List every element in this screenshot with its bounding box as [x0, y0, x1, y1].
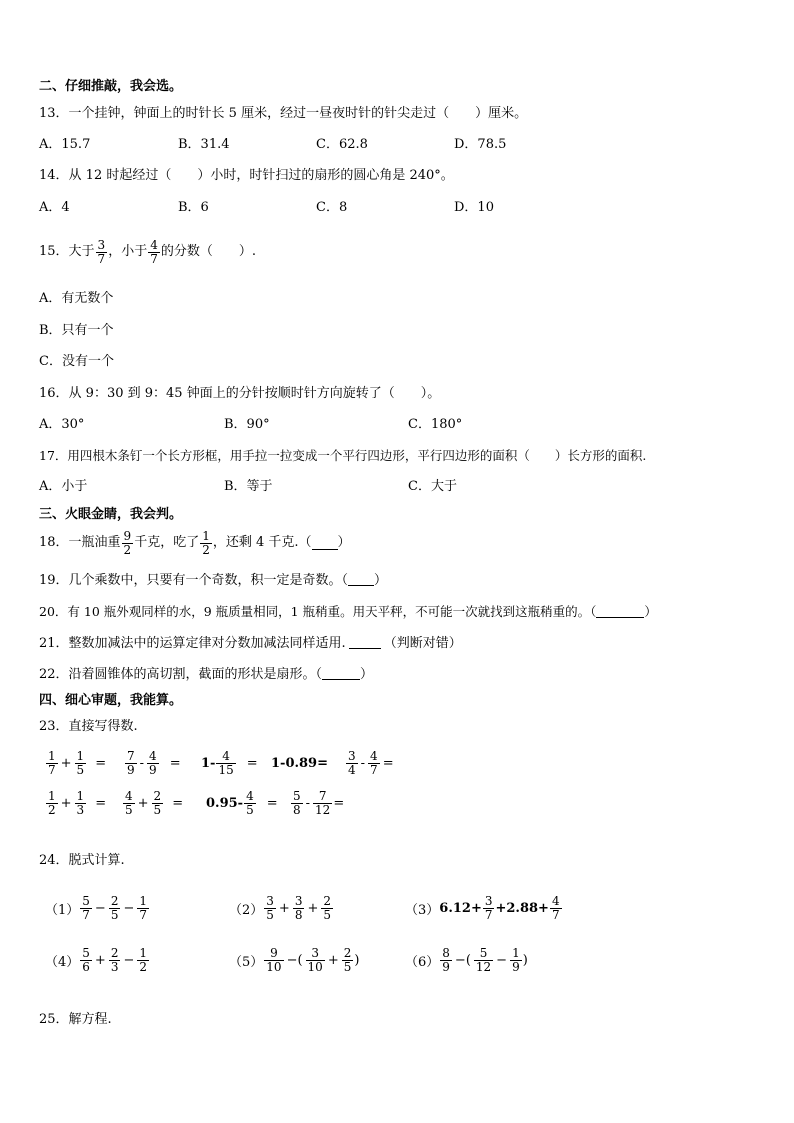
den: 12 [315, 802, 331, 817]
operator: + [137, 795, 149, 811]
operator: − [94, 900, 106, 916]
q15-frac1-num: 3 [97, 237, 106, 252]
den: 3 [76, 802, 85, 817]
q19-end: ） [374, 573, 388, 588]
operator: - [139, 755, 145, 771]
q23-item-6 [45, 785, 108, 821]
equals: = [95, 755, 107, 771]
num: 5 [293, 788, 301, 803]
num: 1 [76, 788, 85, 803]
q15-option-b: B．只有一个 [39, 323, 114, 338]
den: 15 [218, 762, 234, 777]
den: 10 [266, 959, 282, 974]
question-13: 13．一个挂钟，钟面上的时针长 5 厘米，经过一昼夜时针的针尖走过（ ）厘米。 [39, 106, 528, 121]
q24-problem-2 [229, 890, 334, 926]
den: 5 [323, 907, 332, 922]
q23-item-1 [45, 745, 108, 781]
prefix: 6.12+ [439, 900, 482, 916]
num: 5 [82, 893, 90, 908]
num: 2 [110, 893, 119, 908]
q21-end: （判断对错） [383, 636, 462, 651]
label: （1） [45, 902, 80, 918]
q20-end: ） [644, 604, 657, 619]
operator: + [94, 952, 106, 968]
num: 1 [48, 788, 56, 803]
q15-frac2-den: 7 [150, 251, 158, 266]
operator: − [496, 952, 508, 968]
den: 5 [266, 907, 274, 922]
q21-answer-blank[interactable] [349, 636, 381, 649]
den: 8 [294, 907, 303, 922]
q16-option-a: A．30° [39, 417, 85, 432]
q22-end: ） [360, 667, 374, 682]
prefix: 0.95- [206, 795, 244, 811]
question-16: 16．从 9：30 到 9：45 钟面上的分针按顺时针方向旋转了（ ）。 [39, 386, 441, 401]
q18-prefix: 18．一瓶油重 [39, 535, 121, 550]
operator: + [327, 952, 339, 968]
q18-fraction-2 [200, 530, 212, 557]
label: （2） [229, 902, 264, 918]
num: 7 [127, 748, 135, 763]
num: 5 [479, 945, 488, 960]
den: 9 [442, 959, 450, 974]
num: 3 [484, 893, 493, 908]
close-paren: ) [522, 952, 528, 968]
den: 5 [125, 802, 133, 817]
q18-frac1-num: 9 [123, 528, 132, 543]
question-17: 17．用四根木条钉一个长方形框，用手拉一拉变成一个平行四边形，平行四边形的面积（ ）长方形的面积. [39, 448, 647, 463]
question-25: 25．解方程. [39, 1012, 112, 1027]
q15-fraction-1 [96, 239, 108, 266]
num: 2 [153, 788, 162, 803]
q17-option-a: A．小于 [39, 479, 88, 494]
label: （3） [405, 902, 440, 918]
equals: = [95, 795, 107, 811]
middle: +2.88+ [495, 900, 549, 916]
q23-item-5 [345, 745, 396, 781]
num: 3 [294, 893, 303, 908]
q15-option-a: A．有无数个 [39, 291, 114, 306]
den: 7 [551, 907, 560, 922]
q14-option-c: C．8 [316, 200, 348, 215]
q23-item-7 [122, 785, 185, 821]
num: 1 [48, 748, 56, 763]
den: 6 [82, 959, 90, 974]
q17-option-b: B．等于 [224, 479, 273, 494]
den: 5 [153, 802, 162, 817]
q14-option-a: A．4 [39, 200, 70, 215]
num: 4 [551, 893, 560, 908]
q23-item-8 [206, 785, 280, 821]
q15-option-c: C．没有一个 [39, 354, 114, 369]
num: 1 [76, 748, 85, 763]
den: 10 [307, 959, 323, 974]
q16-option-b: B．90° [224, 417, 270, 432]
num: 4 [370, 748, 378, 763]
section-4-title: 四、细心审题，我能算。 [39, 693, 183, 708]
equals: = [333, 795, 345, 811]
q14-option-d: D．10 [454, 200, 494, 215]
question-15 [39, 237, 256, 267]
q15-suffix: 的分数（ ）. [160, 244, 256, 259]
q18-frac1-den: 2 [123, 542, 132, 557]
operator: − [123, 952, 135, 968]
q24-problem-4 [45, 942, 150, 978]
q21-text: 21．整数加减法中的运算定律对分数加减法同样适用. [39, 636, 346, 651]
q18-mid: 千克，吃了 [134, 535, 200, 550]
q23-item-3 [201, 745, 260, 781]
q19-answer-blank[interactable] [348, 573, 374, 586]
den: 9 [127, 762, 135, 777]
den: 5 [343, 959, 352, 974]
num: 4 [125, 788, 133, 803]
q23-item-2 [124, 745, 183, 781]
q16-option-c: C．180° [408, 417, 463, 432]
num: 5 [82, 945, 90, 960]
q13-option-d: D．78.5 [454, 137, 507, 152]
den: 12 [475, 959, 492, 974]
num: 1 [139, 945, 148, 960]
q18-frac2-den: 2 [202, 542, 210, 557]
num: 2 [343, 945, 352, 960]
q19-text: 19．几个乘数中，只要有一个奇数，积一定是奇数。（ [39, 573, 349, 588]
operator: −( [286, 952, 303, 968]
num: 1 [139, 893, 148, 908]
den: 3 [110, 959, 119, 974]
q18-end: ） [337, 535, 351, 550]
den: 5 [76, 762, 85, 777]
question-22 [39, 667, 373, 683]
num: 8 [442, 945, 450, 960]
den: 7 [82, 907, 90, 922]
equals: = [382, 755, 394, 771]
num: 4 [246, 788, 254, 803]
equals: = [172, 795, 184, 811]
q15-frac2-num: 4 [150, 237, 158, 252]
q15-prefix: 15．大于 [39, 244, 95, 259]
operator: - [305, 795, 311, 811]
q22-text: 22．沿着圆锥体的高切割，截面的形状是扇形。（ [39, 667, 323, 682]
num: 2 [110, 945, 119, 960]
q18-frac2-num: 1 [202, 528, 210, 543]
num: 3 [311, 945, 319, 960]
den: 7 [484, 907, 493, 922]
den: 2 [48, 802, 56, 817]
q17-option-c: C．大于 [408, 479, 457, 494]
question-14: 14．从 12 时起经过（ ）小时，时针扫过的扇形的圆心角是 240°。 [39, 168, 454, 183]
label: （6） [405, 954, 440, 970]
q24-problem-5 [229, 942, 359, 978]
operator: + [307, 900, 319, 916]
q18-answer-blank[interactable] [312, 537, 338, 550]
operator: - [360, 755, 366, 771]
equals: = [246, 755, 258, 771]
q24-problem-1 [45, 890, 150, 926]
prefix: 1- [201, 755, 216, 771]
question-23: 23．直接写得数. [39, 719, 138, 734]
question-19 [39, 573, 387, 589]
q14-option-b: B．6 [178, 200, 209, 215]
label: （4） [45, 954, 80, 970]
den: 9 [149, 762, 157, 777]
den: 7 [139, 907, 148, 922]
q20-answer-blank[interactable] [596, 605, 644, 618]
operator: − [123, 900, 135, 916]
q13-option-c: C．62.8 [316, 137, 368, 152]
q22-answer-blank[interactable] [322, 667, 360, 680]
q18-suffix: ，还剩 4 千克.（ [212, 535, 312, 550]
den: 4 [348, 762, 356, 777]
num: 3 [266, 893, 274, 908]
q15-mid: ，小于 [108, 244, 148, 259]
close-paren: ) [354, 952, 360, 968]
num: 4 [149, 748, 157, 763]
num: 7 [318, 788, 327, 803]
question-20 [39, 604, 657, 620]
equals: = [169, 755, 181, 771]
section-3-title: 三、火眼金睛，我会判。 [39, 507, 183, 522]
operator: + [278, 900, 290, 916]
num: 3 [348, 748, 356, 763]
den: 9 [512, 959, 520, 974]
question-24: 24．脱式计算. [39, 853, 125, 868]
operator: −( [454, 952, 471, 968]
q18-fraction-1 [122, 530, 134, 557]
den: 7 [370, 762, 378, 777]
q15-frac1-den: 7 [97, 251, 106, 266]
q24-problem-6 [405, 942, 528, 978]
section-2-title: 二、仔细推敲，我会选。 [39, 79, 183, 94]
num: 2 [323, 893, 332, 908]
den: 2 [139, 959, 148, 974]
operator: + [60, 755, 72, 771]
q24-problem-3 [405, 890, 563, 926]
question-21 [39, 636, 462, 652]
den: 8 [293, 802, 301, 817]
num: 4 [222, 748, 230, 763]
q13-option-b: B．31.4 [178, 137, 230, 152]
q15-fraction-2 [148, 239, 160, 266]
equals: = [266, 795, 278, 811]
q20-text: 20．有 10 瓶外观同样的水，9 瓶质量相同，1 瓶稍重。用天平秤，不可能一次就找到这瓶稍重的。（ [39, 604, 597, 619]
num: 1 [512, 945, 520, 960]
label: （5） [229, 954, 264, 970]
operator: + [60, 795, 72, 811]
question-18 [39, 528, 351, 558]
den: 5 [246, 802, 254, 817]
num: 9 [270, 945, 278, 960]
den: 7 [48, 762, 56, 777]
q13-option-a: A．15.7 [39, 137, 91, 152]
den: 5 [110, 907, 119, 922]
q23-item-4: 1-0.89= [271, 755, 328, 771]
q23-item-9 [290, 785, 344, 821]
